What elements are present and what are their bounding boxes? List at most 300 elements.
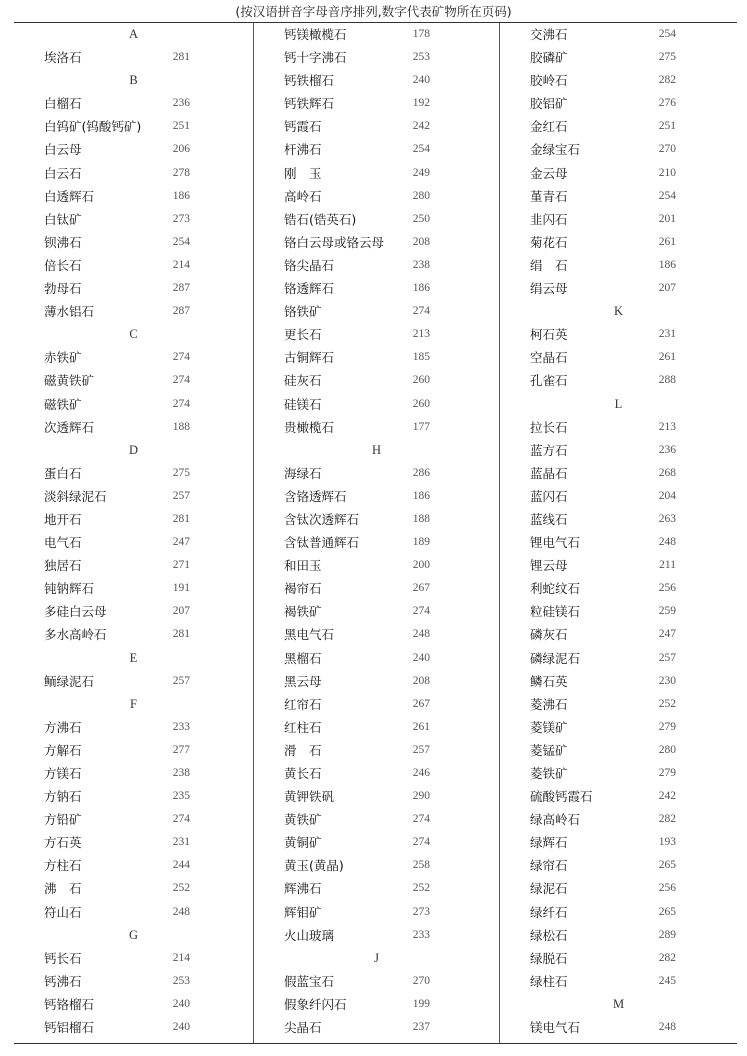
page-number: 238 [172, 767, 190, 779]
index-caption: (按汉语拼音字母音序排列,数字代表矿物所在页码) [235, 4, 512, 19]
page-number: 236 [172, 97, 190, 110]
mineral-name: 菱沸石 [530, 696, 568, 712]
index-entry [14, 369, 253, 392]
page-number: 252 [412, 882, 430, 895]
mineral-name: 胶岭石 [530, 73, 568, 89]
page-number: 247 [172, 536, 190, 549]
page-number: 237 [412, 1021, 430, 1034]
index-entry [500, 231, 737, 254]
mineral-name: 鳞石英 [530, 673, 568, 689]
mineral-name: 淡斜绿泥石 [44, 488, 107, 504]
mineral-name: 钙霞石 [284, 119, 322, 135]
page-number: 186 [412, 282, 430, 295]
mineral-name: 钙铁榴石 [284, 73, 335, 89]
mineral-name: 红帘石 [284, 696, 322, 712]
mineral-name: 磷灰石 [530, 627, 568, 643]
page-number: 279 [658, 720, 676, 733]
mineral-name: 绿柱石 [530, 973, 568, 989]
mineral-name: 钡沸石 [44, 234, 82, 250]
page-number: 246 [412, 767, 430, 779]
index-entry [254, 69, 499, 92]
index-entry [500, 323, 737, 346]
index-entry [254, 739, 499, 762]
index-entry [500, 185, 737, 208]
page-number: 282 [658, 813, 676, 826]
index-entry [254, 485, 499, 508]
page-number: 258 [412, 859, 430, 872]
page-number: 274 [412, 605, 430, 618]
page-number: 274 [172, 374, 190, 387]
index-entry [500, 716, 737, 739]
index-entry [14, 901, 253, 924]
page-number: 252 [172, 882, 190, 895]
page-number: 248 [658, 1021, 676, 1034]
page-number: 267 [412, 697, 430, 710]
mineral-name: 钙十字沸石 [284, 50, 347, 66]
index-entry [14, 462, 253, 485]
page-number: 261 [658, 351, 676, 364]
mineral-name: 钙沸石 [44, 973, 82, 989]
mineral-name: 胶磷矿 [530, 50, 568, 66]
index-entry [14, 208, 253, 231]
page-number: 278 [172, 166, 190, 179]
index-entry [254, 115, 499, 138]
mineral-name: 堇青石 [530, 188, 568, 204]
mineral-name: 薄水铝石 [44, 304, 95, 320]
page-number: 208 [412, 235, 430, 248]
page-number: 286 [412, 466, 430, 479]
mineral-name: 钙铬榴石 [44, 996, 95, 1012]
index-entry [254, 600, 499, 623]
mineral-name: 方钠石 [44, 789, 82, 805]
mineral-name: 方镁石 [44, 766, 82, 781]
index-entry [500, 831, 737, 854]
index-entry [254, 623, 499, 646]
mineral-name: 火山玻璃 [284, 927, 335, 943]
page-number: 240 [412, 74, 430, 87]
index-entry [500, 670, 737, 693]
page-number: 281 [172, 51, 190, 64]
mineral-name: 空晶石 [530, 350, 568, 366]
index-entry [14, 393, 253, 416]
page-number: 270 [412, 974, 430, 987]
index-entry [254, 254, 499, 277]
mineral-name: 尖晶石 [284, 1020, 322, 1036]
letter-heading: E [129, 650, 138, 665]
page-number: 281 [172, 628, 190, 641]
index-entry [254, 369, 499, 392]
mineral-name: 褐铁矿 [284, 604, 322, 620]
index-column-3 [500, 23, 737, 1039]
letter-heading: A [128, 27, 139, 41]
mineral-name: 辉沸石 [284, 881, 322, 897]
index-entry [500, 69, 737, 92]
index-entry [500, 485, 737, 508]
mineral-name: 方沸石 [44, 719, 82, 735]
index-entry [254, 462, 499, 485]
index-entry [14, 577, 253, 600]
page-number: 231 [172, 836, 190, 849]
page-number: 191 [172, 582, 190, 595]
page-number: 274 [172, 813, 190, 826]
page-number: 268 [658, 466, 676, 479]
index-entry [14, 485, 253, 508]
index-entry [500, 92, 737, 115]
page-number: 206 [172, 143, 190, 156]
page-number: 185 [412, 351, 430, 364]
mineral-name: 鲕绿泥石 [44, 673, 95, 689]
mineral-name: 钙镁橄榄石 [284, 27, 347, 42]
letter-heading-row [14, 647, 253, 670]
index-entry [500, 462, 737, 485]
page-number: 214 [172, 951, 190, 964]
index-entry [14, 600, 253, 623]
mineral-name: 绿松石 [530, 927, 568, 943]
mineral-name: 拉长石 [530, 419, 568, 435]
mineral-name: 黄铁矿 [284, 812, 322, 828]
page-number: 277 [172, 743, 190, 756]
page-number: 254 [658, 189, 676, 202]
mineral-name: 蓝方石 [530, 442, 568, 458]
index-entry [254, 531, 499, 554]
mineral-name: 铬透辉石 [284, 281, 335, 297]
page-number: 233 [172, 720, 190, 733]
index-entry [254, 346, 499, 369]
letter-heading: D [128, 442, 139, 457]
index-entry [14, 346, 253, 369]
page-number: 247 [658, 628, 676, 641]
letter-heading: K [613, 304, 624, 319]
mineral-name: 菱铁矿 [530, 766, 568, 781]
page-number: 287 [172, 305, 190, 318]
index-entry [500, 277, 737, 300]
mineral-name: 假蓝宝石 [284, 973, 335, 989]
index-entry [254, 185, 499, 208]
index-entry [14, 808, 253, 831]
index-entry [14, 254, 253, 277]
mineral-name: 钙长石 [44, 950, 82, 966]
page-number: 260 [412, 374, 430, 387]
index-entry [14, 831, 253, 854]
mineral-name: 利蛇纹石 [530, 581, 581, 597]
page-number: 251 [172, 120, 190, 133]
mineral-name: 海绿石 [284, 465, 322, 481]
mineral-name: 孔雀石 [530, 373, 568, 389]
mineral-name: 含钛次透辉石 [284, 511, 360, 527]
index-entry [14, 162, 253, 185]
page-number: 208 [412, 674, 430, 687]
page-number: 265 [658, 859, 676, 872]
letter-heading: J [374, 950, 379, 965]
index-entry [254, 277, 499, 300]
page-number: 230 [658, 674, 676, 687]
index-entry [500, 924, 737, 947]
mineral-name: 红柱石 [284, 719, 322, 735]
index-entry [14, 508, 253, 531]
letter-heading: L [614, 396, 623, 411]
page-number: 188 [412, 512, 430, 525]
index-entry [500, 115, 737, 138]
mineral-name: 方柱石 [44, 858, 82, 874]
page-number: 204 [658, 489, 676, 502]
page-number: 248 [658, 536, 676, 549]
mineral-name: 金红石 [530, 119, 568, 135]
page-number: 251 [658, 120, 676, 133]
mineral-name: 次透辉石 [44, 419, 95, 435]
letter-heading-row [14, 69, 253, 92]
mineral-name: 黄钾铁矾 [284, 789, 335, 805]
mineral-name: 交沸石 [530, 27, 568, 42]
page-number: 254 [412, 143, 430, 156]
mineral-name: 钝钠辉石 [44, 581, 95, 597]
index-entry [14, 670, 253, 693]
index-entry [254, 808, 499, 831]
index-entry [500, 623, 737, 646]
page-number: 256 [658, 582, 676, 595]
mineral-name: 硫酸钙霞石 [530, 789, 593, 805]
page-number: 267 [412, 582, 430, 595]
page-number: 188 [172, 420, 190, 433]
index-entry [254, 323, 499, 346]
index-entry [14, 854, 253, 877]
page-number: 257 [412, 743, 430, 756]
index-entry [14, 739, 253, 762]
index-entry [14, 185, 253, 208]
mineral-name: 方铅矿 [44, 812, 82, 828]
page-number: 274 [172, 397, 190, 410]
mineral-name: 滑 石 [284, 742, 322, 758]
page-number: 270 [658, 143, 676, 156]
mineral-name: 黄玉(黄晶) [284, 858, 344, 874]
letter-heading: F [130, 696, 137, 711]
mineral-name: 锂云母 [530, 558, 568, 574]
page-number: 248 [412, 628, 430, 641]
mineral-name: 白钨矿(钨酸钙矿) [44, 119, 142, 135]
index-entry [500, 554, 737, 577]
index-entry [14, 300, 253, 323]
mineral-name: 地开石 [44, 511, 82, 527]
index-entry [254, 554, 499, 577]
mineral-name: 钙铝榴石 [44, 1020, 95, 1036]
mineral-name: 倍长石 [44, 257, 82, 273]
mineral-name: 黄长石 [284, 766, 322, 781]
index-entry [14, 1016, 253, 1039]
index-entry [500, 23, 737, 46]
page-number: 252 [658, 697, 676, 710]
page-number: 231 [658, 328, 676, 341]
index-entry [14, 554, 253, 577]
index-entry [254, 23, 499, 46]
page-number: 213 [412, 328, 430, 341]
page-number: 282 [658, 74, 676, 87]
page-number: 280 [412, 189, 430, 202]
index-entry [14, 115, 253, 138]
mineral-name: 金绿宝石 [530, 142, 581, 158]
index-entry [500, 600, 737, 623]
page-number: 189 [412, 536, 430, 549]
index-entry [500, 346, 737, 369]
page-number: 274 [412, 836, 430, 849]
page-number: 211 [659, 559, 676, 572]
index-entry [254, 508, 499, 531]
index-entry [500, 947, 737, 970]
mineral-name: 方解石 [44, 742, 82, 758]
page-number: 240 [172, 997, 190, 1010]
mineral-name: 赤铁矿 [44, 350, 82, 366]
mineral-name: 辉钼矿 [284, 904, 322, 920]
page-number: 199 [412, 997, 430, 1010]
mineral-name: 硅镁石 [284, 396, 322, 412]
mineral-name: 黑榴石 [284, 650, 322, 666]
index-entry [254, 92, 499, 115]
index-entry [500, 647, 737, 670]
mineral-name: 黑云母 [284, 673, 322, 689]
letter-heading-row [14, 23, 253, 46]
mineral-name: 铬铁矿 [284, 304, 322, 320]
mineral-name: 假象纤闪石 [284, 996, 347, 1012]
index-entry [254, 716, 499, 739]
index-entry [500, 369, 737, 392]
mineral-name: 白云母 [44, 142, 82, 158]
mineral-name: 白云石 [44, 165, 82, 181]
page-number: 233 [412, 928, 430, 941]
page-number: 289 [658, 928, 676, 941]
index-entry [500, 254, 737, 277]
mineral-name: 粒硅镁石 [530, 604, 581, 620]
letter-heading-row [254, 439, 499, 462]
index-entry [254, 138, 499, 161]
page-number: 275 [172, 466, 190, 479]
index-entry [254, 854, 499, 877]
page-number: 274 [172, 351, 190, 364]
mineral-name: 多水高岭石 [44, 627, 107, 643]
page-number: 250 [412, 212, 430, 225]
mineral-name: 绿帘石 [530, 858, 568, 874]
page-number: 240 [172, 1021, 190, 1034]
mineral-name: 黄铜矿 [284, 835, 322, 851]
letter-heading: C [129, 327, 138, 342]
mineral-name: 刚 玉 [284, 165, 322, 181]
page-number: 257 [658, 651, 676, 664]
page-number: 271 [172, 559, 190, 572]
page-number: 240 [412, 651, 430, 664]
mineral-name: 沸 石 [44, 881, 82, 897]
index-entry [500, 854, 737, 877]
index-column-2 [254, 23, 499, 1039]
page-number: 288 [658, 374, 676, 387]
mineral-name: 菊花石 [530, 234, 568, 250]
letter-heading-row [14, 439, 253, 462]
page-number: 253 [172, 974, 190, 987]
mineral-name: 绢云母 [530, 281, 568, 297]
page-number: 263 [658, 512, 676, 525]
mineral-name: 锆石(锆英石) [284, 211, 357, 227]
index-entry [254, 901, 499, 924]
page-number: 193 [658, 836, 676, 849]
page-number: 254 [658, 28, 676, 40]
index-entry [500, 508, 737, 531]
index-entry [254, 924, 499, 947]
mineral-name: 磁铁矿 [44, 396, 82, 412]
index-entry [500, 808, 737, 831]
index-entry [500, 208, 737, 231]
page-number: 274 [412, 813, 430, 826]
index-entry [500, 739, 737, 762]
index-entry [254, 46, 499, 69]
page-number: 186 [412, 489, 430, 502]
mineral-name: 白透辉石 [44, 188, 95, 204]
page-number: 265 [658, 905, 676, 918]
mineral-name: 韭闪石 [530, 211, 568, 227]
index-entry [254, 208, 499, 231]
mineral-name: 蓝线石 [530, 511, 568, 527]
mineral-name: 含铬透辉石 [284, 488, 347, 504]
page-number: 200 [412, 559, 430, 572]
page-number: 254 [172, 235, 190, 248]
mineral-name: 菱锰矿 [530, 742, 568, 758]
letter-heading-row [254, 947, 499, 970]
index-entry [500, 877, 737, 900]
index-entry [254, 785, 499, 808]
index-entry [14, 970, 253, 993]
mineral-name: 金云母 [530, 165, 568, 181]
mineral-name: 绢 石 [530, 257, 568, 273]
page-number: 280 [658, 743, 676, 756]
index-entry [500, 531, 737, 554]
page-number: 186 [172, 189, 190, 202]
page-number: 256 [658, 882, 676, 895]
index-entry [500, 693, 737, 716]
mineral-name: 埃洛石 [44, 50, 82, 66]
index-entry [254, 393, 499, 416]
index-entry [254, 300, 499, 323]
page-number: 261 [658, 235, 676, 248]
mineral-name: 电气石 [44, 535, 82, 551]
index-entry [500, 162, 737, 185]
mineral-name: 白钛矿 [44, 211, 82, 227]
mineral-name: 含钛普通辉石 [284, 535, 360, 551]
index-entry [500, 1016, 737, 1039]
page-number: 186 [658, 258, 676, 271]
page-number: 281 [172, 512, 190, 525]
page-number: 261 [412, 720, 430, 733]
page-number: 192 [412, 97, 430, 110]
index-entry [500, 785, 737, 808]
mineral-name: 勃母石 [44, 281, 82, 297]
page-number: 257 [172, 674, 190, 687]
index-entry [254, 577, 499, 600]
mineral-name: 高岭石 [284, 188, 322, 204]
page-number: 242 [658, 790, 676, 803]
mineral-name: 多硅白云母 [44, 604, 107, 620]
index-entry [14, 716, 253, 739]
page-number: 214 [172, 258, 190, 271]
mineral-name: 蛋白石 [44, 465, 82, 481]
mineral-name: 绿辉石 [530, 835, 568, 851]
index-entry [254, 647, 499, 670]
index-entry [254, 831, 499, 854]
mineral-name: 蓝晶石 [530, 465, 568, 481]
page-number: 287 [172, 282, 190, 295]
page-number: 178 [412, 28, 430, 40]
mineral-name: 绿纤石 [530, 904, 568, 920]
page-number: 177 [412, 420, 430, 433]
page-number: 282 [658, 951, 676, 964]
mineral-name: 贵橄榄石 [284, 419, 335, 435]
page-number: 210 [658, 166, 676, 179]
page-number: 238 [412, 258, 430, 271]
page-number: 248 [172, 905, 190, 918]
